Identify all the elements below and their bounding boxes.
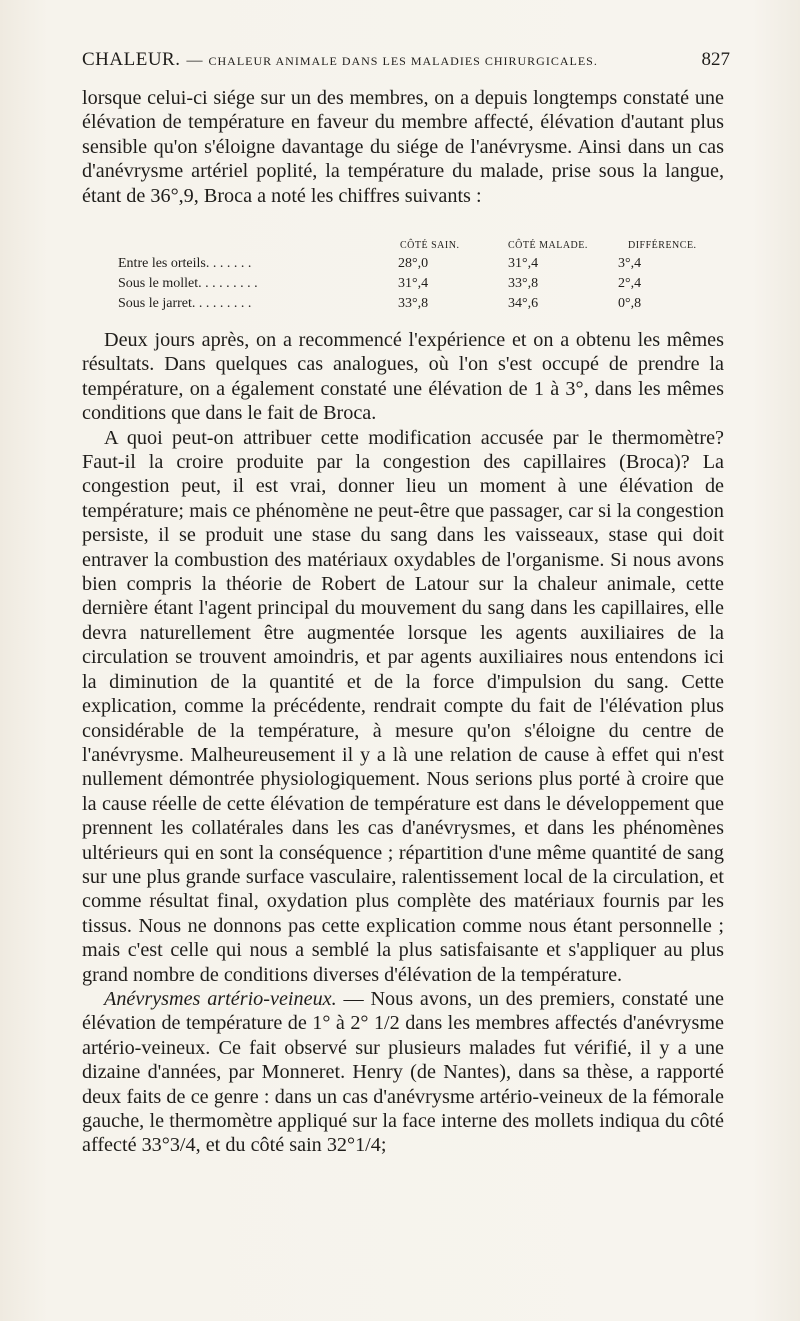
table-header-row [118, 236, 718, 256]
cell-difference: 3°,4 [618, 256, 642, 271]
intro-paragraph-block [82, 86, 724, 208]
running-title: CHALEUR. [82, 49, 181, 70]
row-label: Sous le mollet. . . . . . . . . [118, 276, 258, 291]
header-dash: — [186, 52, 203, 69]
cell-sain: 28°,0 [398, 256, 429, 271]
header-cote-sain: CÔTÉ SAIN. [400, 240, 460, 251]
paragraph-a-quoi: A quoi peut-on attribuer cette modification accusée par le thermomètre? Faut-il la croire produite par la congestion des capillaires (Broca)? La congestion peut, il est vrai, donner lieu un moment à une élévation de température; mais ce phénomène ne peut-être que passager, car si la congestion persiste, il se produit une stase du sang dans les vaisseaux, stase qui doit entraver la combustion des matériaux oxydables de l'organisme. Si nous avons bien compris la théorie de Robert de Latour sur la chaleur animale, cette dernière étant l'agent principal du mouvement du sang dans les capillaires, elle devra naturellement être augmentée lorsque les agents auxiliaires de la circulation se trouvent amoindris, et par agents auxiliaires nous entendons ici la diminution de la quantité et de la force d'impulsion du sang. Cette explication, comme la précédente, rendrait compte du fait de l'élévation plus considérable de la température, à mesure qu'on s'éloigne du centre de l'anévrysme. Malheureusement il y a là une relation de cause à effet qui n'est nullement démontrée physiologiquement. Nous serions plus porté à croire que la cause réelle de cette élévation de température est dans le développement que prennent les collatérales dans les cas d'anévrysmes, et dans les phénomènes ultérieurs qui en sont la conséquence ; répartition d'une même quantité de sang sur une plus grande surface vasculaire, ralentissement local de la circulation, et comme résultat final, oxydation plus complète des matériaux fournis par les tissus. Nous ne donnons pas cette explication comme nous étant personnelle ; mais c'est celle qui nous a semblé la plus satisfaisante et s'appliquer au plus grand nombre de conditions diverses d'élévation de la température. [82, 426, 724, 986]
body-text [82, 328, 724, 1158]
section-heading-anevrysmes: Anévrysmes artério-veineux. [104, 987, 337, 1010]
table-row [118, 256, 718, 276]
cell-sain: 31°,4 [398, 276, 429, 291]
cell-difference: 2°,4 [618, 276, 642, 291]
running-header [82, 49, 730, 77]
cell-malade: 34°,6 [508, 296, 539, 311]
cell-sain: 33°,8 [398, 296, 429, 311]
cell-difference: 0°,8 [618, 296, 642, 311]
paragraph-deux-jours: Deux jours après, on a recommencé l'expérience et on a obtenu les mêmes résultats. Dans quelques cas analogues, où l'on s'est occupé de prendre la température, on a également constaté une élévation de 1 à 3°, dans les mêmes conditions que dans le fait de Broca. [82, 329, 724, 425]
temperature-table [118, 236, 718, 316]
table-row [118, 296, 718, 316]
table-row [118, 276, 718, 296]
row-label: Entre les orteils. . . . . . . [118, 256, 252, 271]
page-number: 827 [701, 49, 730, 70]
header-difference: DIFFÉRENCE. [628, 240, 697, 251]
paragraph-anevrysmes [82, 987, 724, 1158]
header-cote-malade: CÔTÉ MALADE. [508, 240, 588, 251]
paragraph-anevrysmes-body: — Nous avons, un des premiers, constaté une élévation de température de 1° à 2° 1/2 dans les membres affectés d'anévrysme artério-veineux. Ce fait observé sur plusieurs malades fut vérifié, il y a une dizaine d'années, par Monneret. Henry (de Nantes), dans sa thèse, a rapporté deux faits de ce genre : dans un cas d'anévrysme artério-veineux de la fémorale gauche, le thermomètre appliqué sur la face interne des mollets indiqua du côté affecté 33°3/4, et du côté sain 32°1/4; [82, 987, 724, 1157]
intro-paragraph: lorsque celui-ci siége sur un des membres, on a depuis longtemps constaté une élévation de température en faveur du membre affecté, élévation d'autant plus sensible qu'on s'éloigne davantage du siége de l'anévrysme. Ainsi dans un cas d'anévrysme artériel poplité, la température du malade, prise sous la langue, étant de 36°,9, Broca a noté les chiffres suivants : [82, 87, 724, 207]
running-subtitle: CHALEUR ANIMALE DANS LES MALADIES CHIRURGICALES. [208, 54, 598, 68]
running-header-left [82, 49, 598, 71]
cell-malade: 31°,4 [508, 256, 539, 271]
cell-malade: 33°,8 [508, 276, 539, 291]
row-label: Sous le jarret. . . . . . . . . [118, 296, 252, 311]
